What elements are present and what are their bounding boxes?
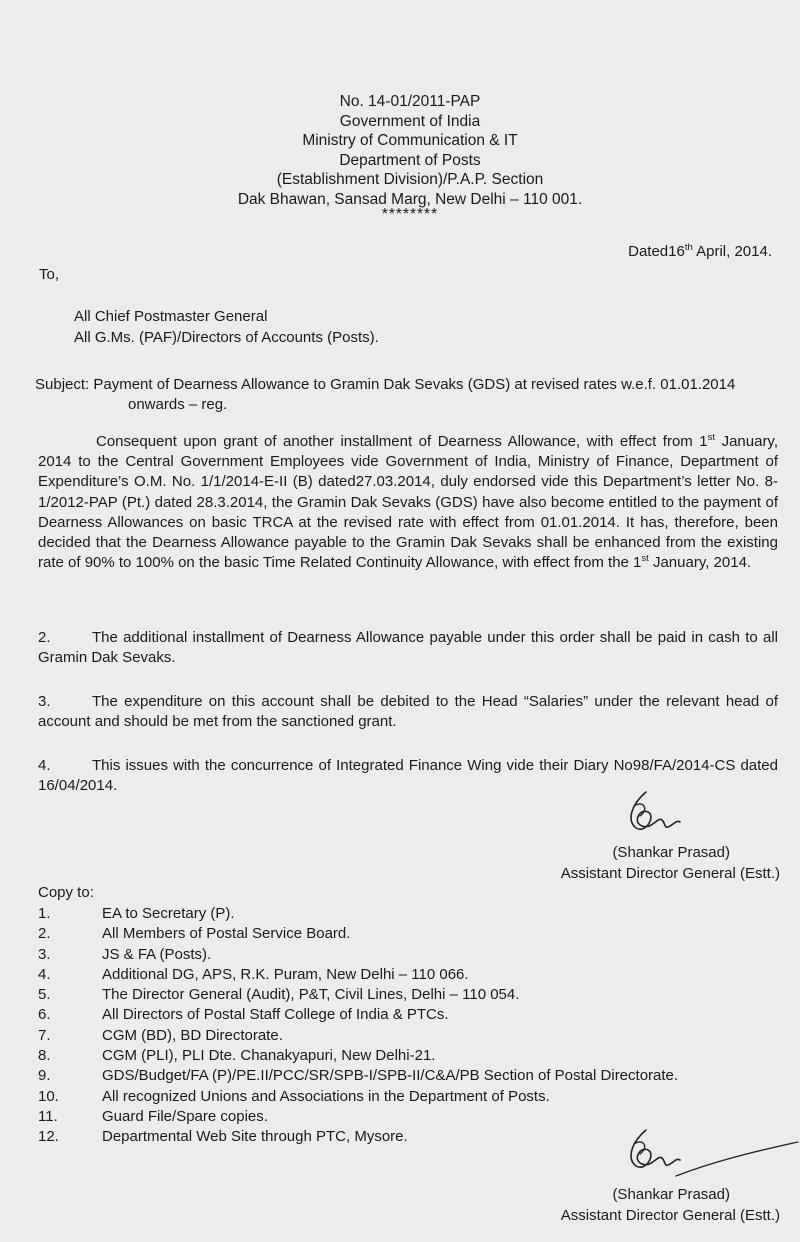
list-item: 1. EA to Secretary (P). [38,905,235,922]
paragraph-4: 4. This issues with the concurrence of Integrated Finance Wing vide their Diary No98/FA/2014-CS dated 16/04/2014. [38,757,778,795]
list-item: 5. The Director General (Audit), P&T, Civil Lines, Delhi – 110 054. [38,986,520,1004]
signatory-name: (Shankar Prasad) [612,844,730,861]
list-item: 12. Departmental Web Site through PTC, Mysore. [38,1128,408,1146]
separator-stars: ******** [381,206,439,223]
addressee-block [74,306,379,348]
letterhead [0,92,800,221]
paragraph-3: 3. The expenditure on this account shall be debited to the Head “Salaries” under the relevant head of account and should be met from the sanctioned grant. [38,693,778,731]
list-item: 6. All Directors of Postal Staff College of India & PTCs. [38,1006,449,1024]
letter-date: Dated16th April, 2014. [628,242,772,260]
list-item: 10. All recognized Unions and Associations in the Department of Posts. [38,1087,550,1105]
list-item: 11. Guard File/Spare copies. [38,1107,268,1125]
government-name: Government of India [339,112,481,130]
signature-block [561,1184,780,1226]
reference-number: No. 14-01/2011-PAP [339,93,481,110]
signature-image [612,786,692,842]
subject-line: Subject: Payment of Dearness Allowance to Gramin Dak Sevaks (GDS) at revised rates w.e.f. 01.01.2014 onwards – reg. [35,376,736,413]
to-label: To, [39,266,60,283]
ministry-name: Ministry of Communication & IT [302,132,518,149]
paragraph-1: Consequent upon grant of another installment of Dearness Allowance, with effect from 1st January, 2014 to the Central Government Employees vide Government of India, Ministry of Finance, Department of Expenditure’s O.M. No. 1/1/2014-E-II (B) dated27.03.2014, duly endorsed vide this Department’s letter No. 8-1/2012-PAP (Pt.) dated 28.3.2014, the Gramin Dak Sevaks (GDS) have also become entitled to the payment of Dearness Allowances on basic TRCA at the revised rate with effect from 01.01.2014. It has, therefore, been decided that the Dearness Allowance payable to the Gramin Dak Sevaks shall be enhanced from the existing rate of 90% to 100% on the basic Time Related Continuity Allowance, with effect from the 1st January, 2014. [38,432,778,572]
signature-image [612,1122,800,1192]
list-item: 3. JS & FA (Posts). [38,945,212,963]
addressee-line: All Chief Postmaster General [74,308,268,325]
list-item: 8. CGM (PLI), PLI Dte. Chanakyapuri, New Delhi-21. [38,1047,436,1065]
signatory-name: (Shankar Prasad) [612,1186,730,1203]
paragraph-2: 2. The additional installment of Dearness Allowance payable under this order shall be paid in cash to all Gramin Dak Sevaks. [38,629,778,667]
list-item: 2. All Members of Postal Service Board. [38,925,351,943]
list-item: 4. Additional DG, APS, R.K. Puram, New Delhi – 110 066. [38,965,469,983]
department-name: Department of Posts [339,151,481,169]
copy-to-heading: Copy to: [38,884,94,901]
office-address: Dak Bhawan, Sansad Marg, New Delhi – 110 001. [237,190,583,208]
signature-block [561,842,780,884]
list-item: 7. CGM (BD), BD Directorate. [38,1026,283,1044]
list-item: 9. GDS/Budget/FA (P)/PE.II/PCC/SR/SPB-I/SPB-II/C&A/PB Section of Postal Directorate. [38,1067,679,1085]
signatory-designation: Assistant Director General (Estt.) [560,865,780,882]
addressee-line: All G.Ms. (PAF)/Directors of Accounts (Posts). [74,329,379,346]
division-name: (Establishment Division)/P.A.P. Section [276,171,544,188]
copy-to-list [38,904,678,1148]
signatory-designation: Assistant Director General (Estt.) [560,1207,780,1224]
